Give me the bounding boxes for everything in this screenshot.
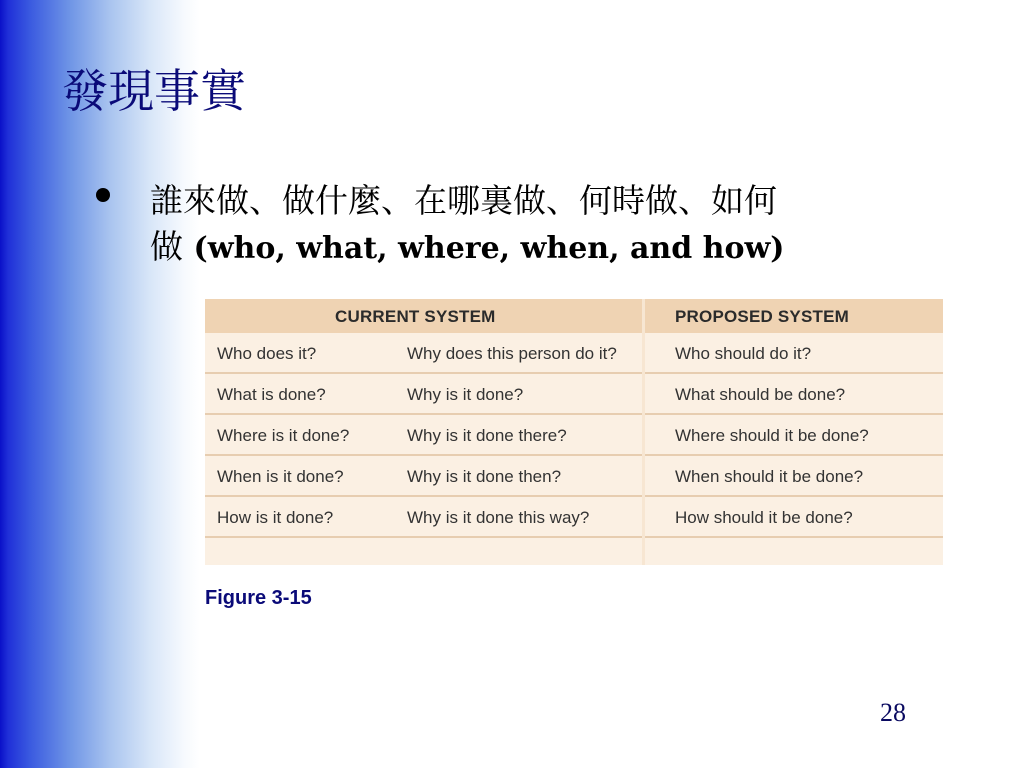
table-row-empty	[205, 538, 943, 565]
table-cell: Why is it done this way?	[407, 508, 590, 527]
bullet-line-2-en: (who, what, where, when, and how)	[193, 231, 785, 266]
bullet-line-2	[150, 224, 920, 272]
table-cell: Who does it?	[217, 344, 317, 363]
bullet-dot-icon	[96, 188, 110, 202]
table-row	[205, 456, 943, 497]
table-cell: Where is it done?	[217, 426, 350, 445]
table-row	[205, 497, 943, 538]
bullet-text	[150, 178, 920, 272]
table-cell: How should it be done?	[675, 508, 853, 527]
fact-finding-table	[205, 299, 943, 565]
table-row	[205, 333, 943, 374]
slide-title: 發現事實	[62, 64, 246, 118]
table-cell: When should it be done?	[675, 467, 864, 486]
table-cell: What is done?	[217, 385, 326, 404]
table-cell: Why is it done there?	[407, 426, 567, 445]
table-row	[205, 374, 943, 415]
table-cell: How is it done?	[217, 508, 334, 527]
table-row	[205, 415, 943, 456]
page-number: 28	[880, 698, 906, 727]
table-cell: What should be done?	[675, 385, 846, 404]
table-cell: Where should it be done?	[675, 426, 869, 445]
table-header	[205, 299, 943, 333]
bullet-line-2-zh: 做	[150, 227, 183, 266]
header-current-system: CURRENT SYSTEM	[335, 307, 496, 326]
table-cell: When is it done?	[217, 467, 344, 486]
header-proposed-system: PROPOSED SYSTEM	[675, 307, 849, 326]
bullet-line-1: 誰來做、做什麼、在哪裏做、何時做、如何	[150, 181, 777, 220]
table-cell: Who should do it?	[675, 344, 812, 363]
column-divider	[642, 299, 645, 565]
table-cell: Why does this person do it?	[407, 344, 617, 363]
figure-caption: Figure 3-15	[205, 587, 312, 609]
table-cell: Why is it done then?	[407, 467, 562, 486]
table-cell: Why is it done?	[407, 385, 524, 404]
